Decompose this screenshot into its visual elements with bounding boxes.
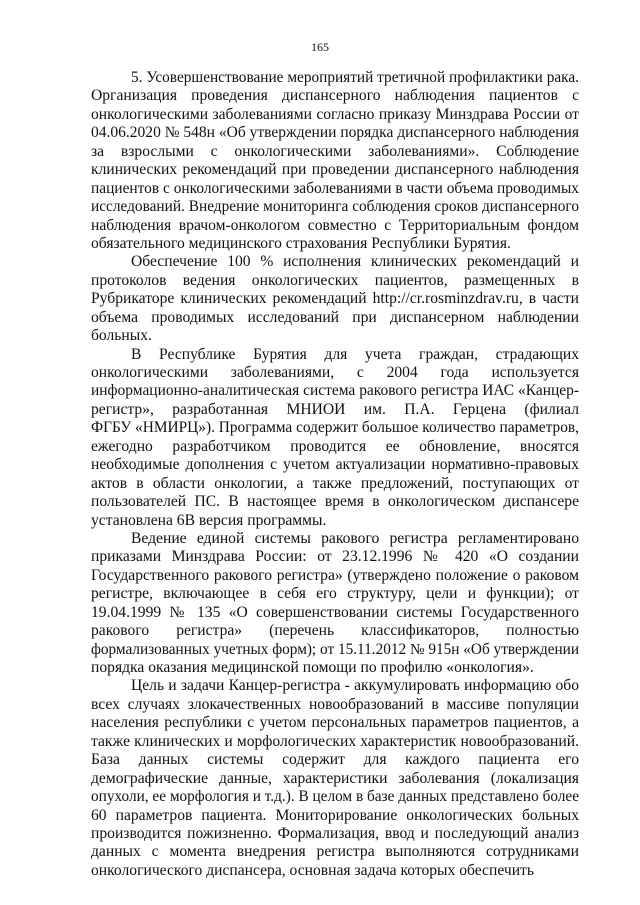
text-line: Государственного ракового регистра» (утверждено положение о раковом	[91, 566, 579, 584]
text-line: Обеспечение 100 % исполнения клинических рекомендаций и	[131, 253, 579, 271]
paragraph	[91, 253, 579, 345]
text-line: всех случаях злокачественных новообразований в массиве популяции	[91, 695, 579, 713]
text-line: Организация проведения диспансерного наблюдения пациентов с	[91, 87, 579, 105]
text-line: клинических рекомендаций при проведении диспансерного наблюдения	[91, 161, 579, 179]
text-line: приказами Минздрава России: от 23.12.1996 № 420 «О создании	[91, 548, 579, 566]
text-line: онкологического диспансера, основная задача которых обеспечить	[91, 861, 534, 879]
page-number: 165	[311, 40, 329, 54]
text-line: 5. Усовершенствование мероприятий третичной профилактики рака.	[131, 69, 579, 86]
paragraph	[91, 530, 579, 678]
text-line: необходимые дополнения с учетом актуализации нормативно-правовых	[91, 456, 579, 474]
text-line: регистр», разработанная МНИОИ им. П.А. Герцена (филиал	[91, 400, 579, 418]
text-line: формализованных учетных форм); от 15.11.2012 № 915н «Об утверждении	[91, 640, 579, 658]
paragraph	[91, 69, 579, 253]
text-line: ежегодно разработчиком проводится ее обновление, вносятся	[91, 437, 579, 455]
text-line: информационно-аналитическая система ракового регистра ИАС «Канцер-	[91, 382, 579, 400]
text-line: установлена 6В версия программы.	[91, 511, 327, 529]
text-line: также клинических и морфологических характеристик новообразований.	[91, 732, 579, 750]
text-line: исследований. Внедрение мониторинга соблюдения сроков диспансерного	[91, 198, 579, 216]
text-line: ракового регистра» (перечень классификаторов, полностью	[91, 622, 579, 640]
text-line: актов в области онкологии, а также предложений, поступающих от	[91, 474, 579, 492]
text-line: ФГБУ «НМИРЦ»). Программа содержит большое количество параметров,	[91, 419, 580, 437]
text-line: онкологическими заболеваниями согласно приказу Минздрава России от	[91, 105, 579, 123]
text-line: регистре, включающее в себя его структуру, цели и функции); от	[91, 585, 579, 603]
text-line: 60 параметров пациента. Мониторирование онкологических больных	[91, 806, 579, 824]
body-text	[91, 69, 579, 880]
text-line: Рубрикаторе клинических рекомендаций http://cr.rosminzdrav.ru, в части	[91, 290, 579, 308]
text-line: онкологическими заболеваниями, с 2004 года используется	[91, 364, 579, 381]
text-line: пациентов с онкологическими заболеваниями в части объема проводимых	[91, 179, 579, 197]
text-line: В Республике Бурятия для учета граждан, страдающих	[131, 345, 579, 363]
text-line: База данных системы содержит для каждого пациента его	[91, 751, 579, 769]
text-line: порядка оказания медицинской помощи по профилю «онкология».	[91, 659, 534, 676]
text-line: опухоли, ее морфология и т.д.). В целом в базе данных представлено более	[91, 788, 579, 806]
text-line: данных с момента внедрения регистра выполняются сотрудниками	[91, 843, 579, 861]
paragraph	[91, 346, 579, 530]
text-line: пользователей ПС. В настоящее время в онкологическом диспансере	[91, 493, 579, 511]
text-line: наблюдения врачом-онкологом совместно с Территориальным фондом	[91, 216, 579, 234]
text-line: объема проводимых исследований при диспансерном наблюдении	[91, 308, 579, 326]
text-line: протоколов ведения онкологических пациентов, размещенных в	[91, 271, 579, 289]
text-line: производится пожизненно. Формализация, ввод и последующий анализ	[91, 824, 579, 842]
text-line: 04.06.2020 № 548н «Об утверждении порядка диспансерного наблюдения	[91, 124, 579, 142]
text-line: Ведение единой системы ракового регистра регламентировано	[131, 529, 579, 547]
text-line: обязательного медицинского страхования Республики Бурятия.	[91, 234, 511, 252]
text-line: демографические данные, характеристики заболевания (локализация	[91, 769, 579, 787]
text-line: за взрослыми с онкологическими заболеваниями». Соблюдение	[91, 142, 579, 160]
paragraph	[91, 677, 579, 880]
text-line: Цель и задачи Канцер-регистра - аккумулировать информацию обо	[131, 677, 579, 695]
text-line: 19.04.1999 № 135 «О совершенствовании системы Государственного	[91, 603, 579, 621]
text-line: населения республики с учетом персональных параметров пациентов, а	[91, 714, 579, 732]
text-line: больных.	[91, 327, 152, 345]
